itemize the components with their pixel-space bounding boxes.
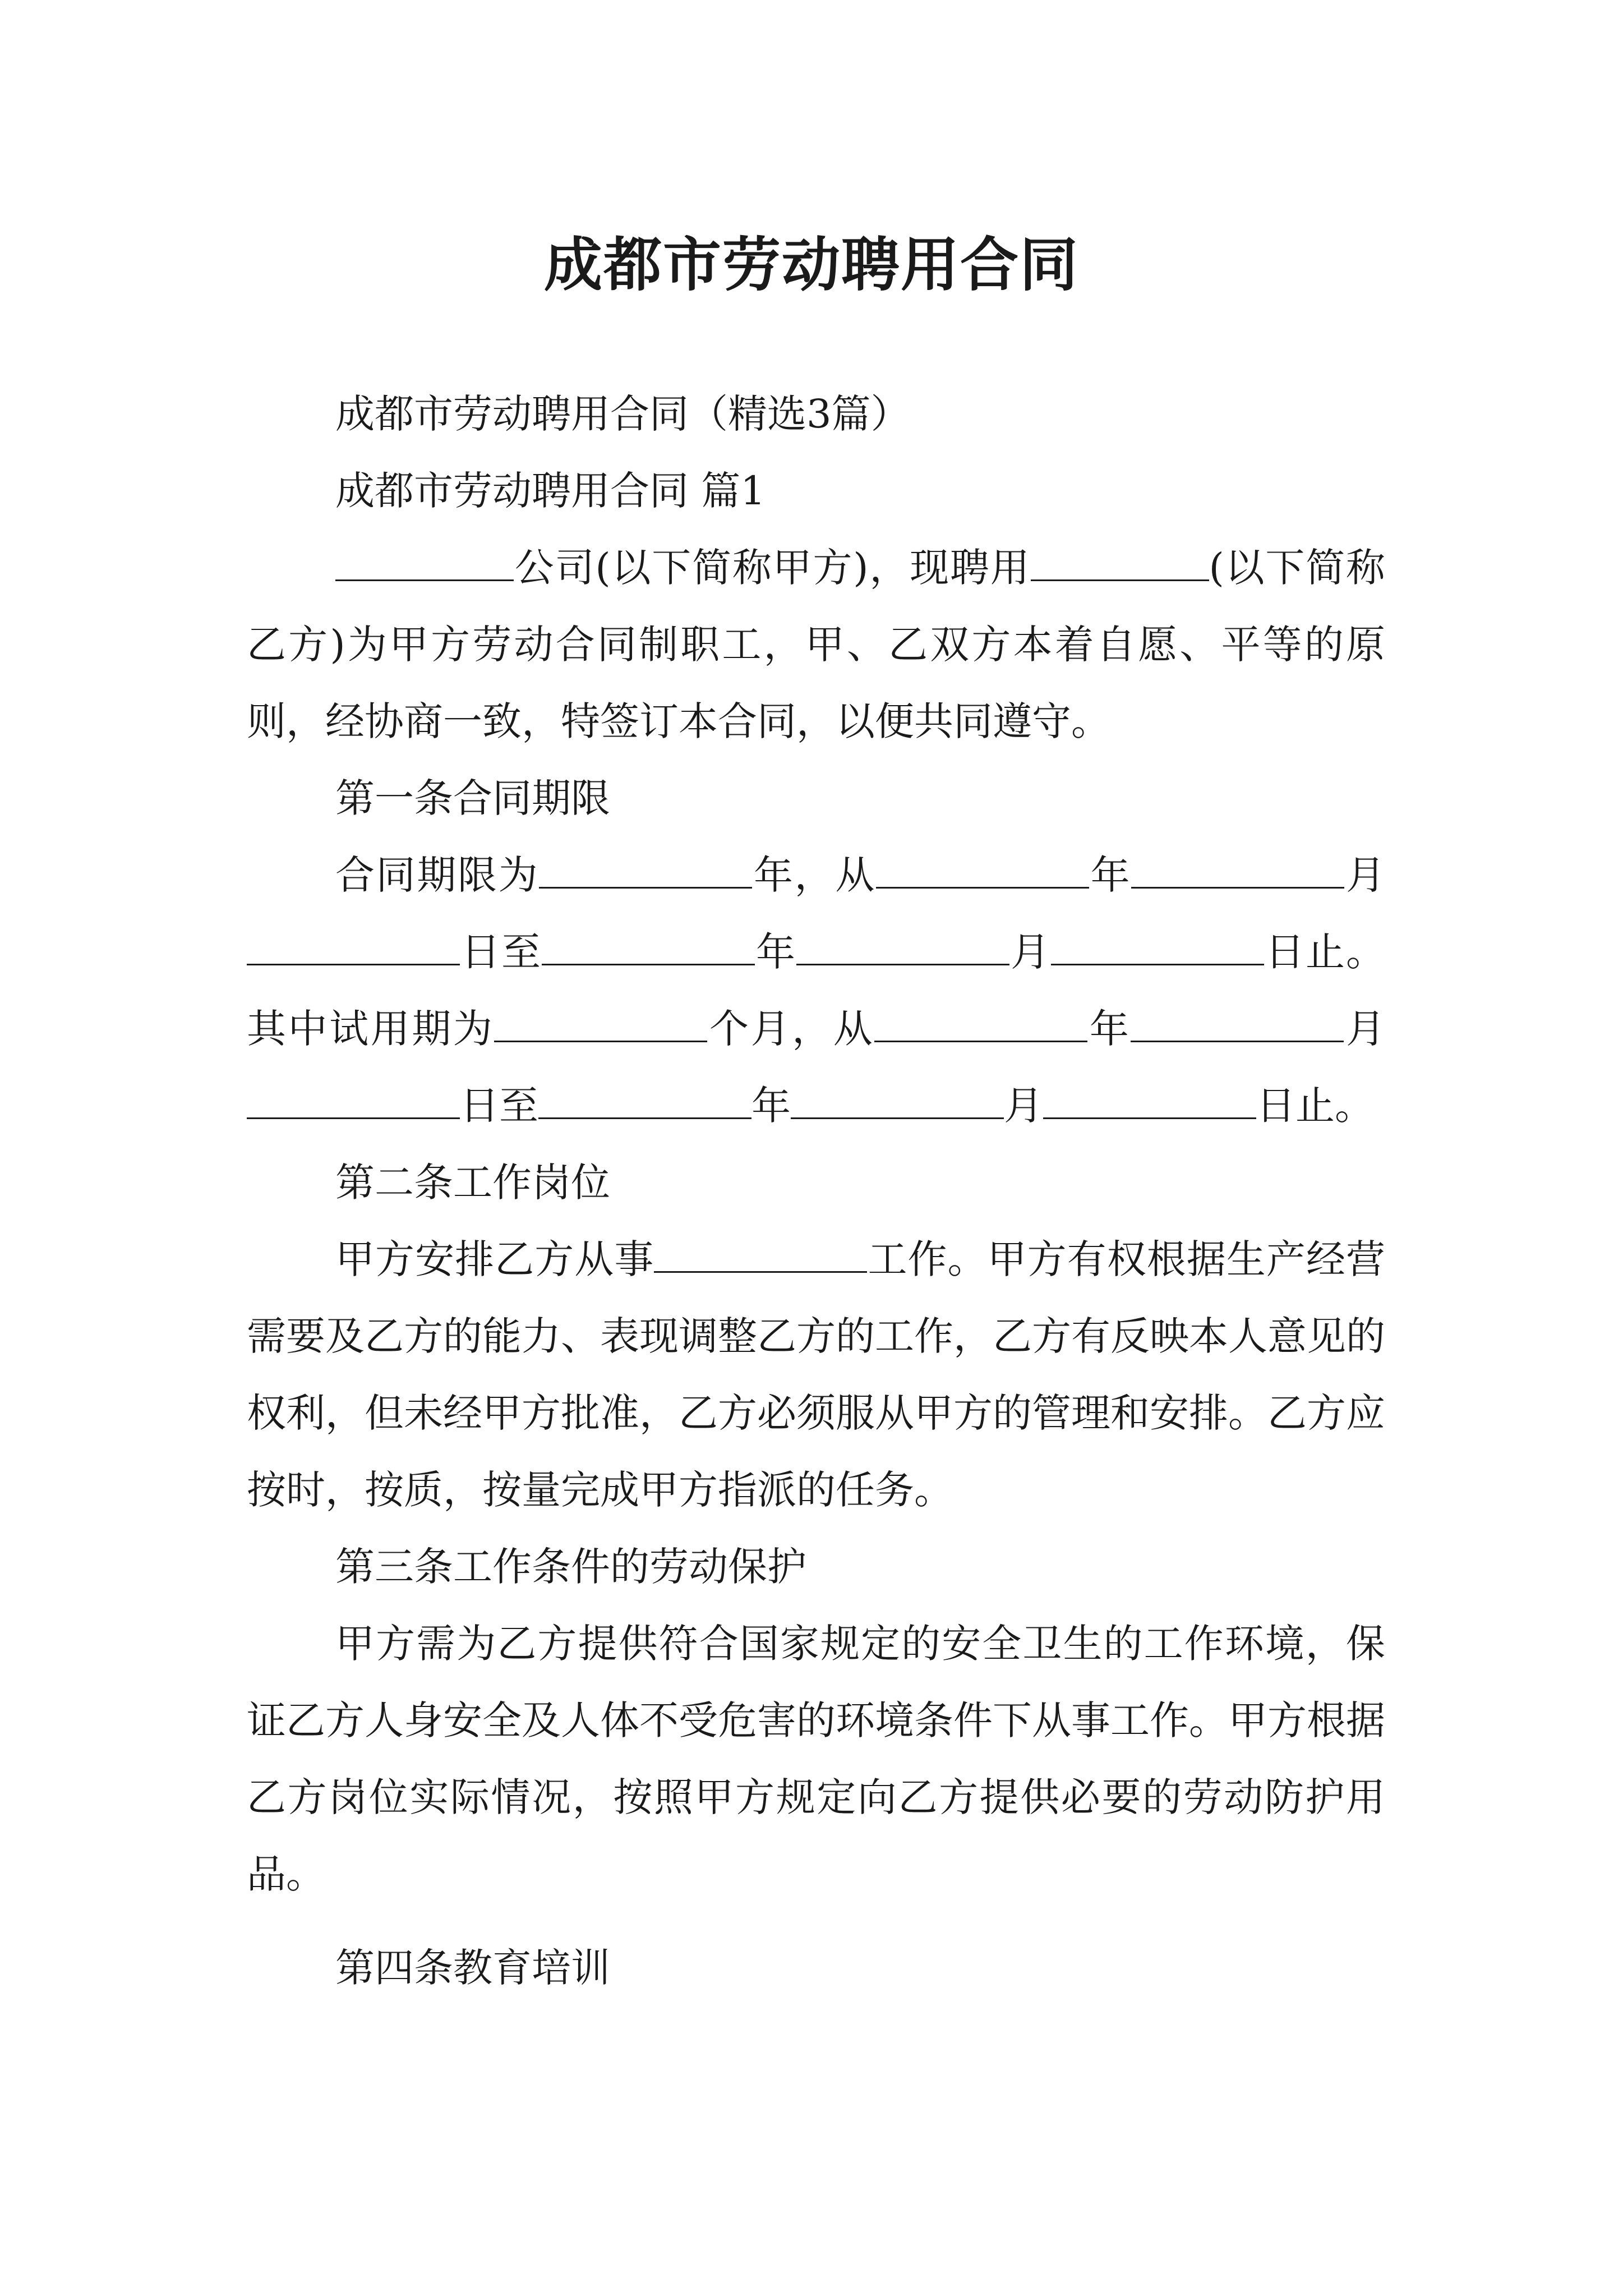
article-1-heading: 第一条合同期限 [335, 775, 610, 821]
blank-line [1131, 1008, 1344, 1042]
blank-line [1051, 931, 1264, 965]
blank-line [791, 1085, 1004, 1119]
document-title: 成都市劳动聘用合同 [543, 229, 1079, 299]
blank-line [542, 931, 755, 965]
blank-line [247, 931, 460, 965]
article-3-paragraph: 甲方需为乙方提供符合国家规定的安全卫生的工作环境，保证乙方人身安全及人体不受危害的环境条件下从事工作。甲方根据乙方岗位实际情况，按照甲方规定向乙方提供必要的劳动防护用品。 [247, 1621, 1385, 1897]
document-body [247, 376, 1385, 2007]
blank-line [876, 854, 1089, 889]
article-4-heading: 第四条教育培训 [335, 1945, 610, 1991]
blank-line [538, 1085, 751, 1119]
blank-line [335, 547, 514, 581]
blank-line [796, 931, 1009, 965]
article-1-paragraph: 合同期限为 年，从 年 月日至 年 月 日止。其中试用期为 个月，从 年 月日至 年 月 日止。 [247, 852, 1386, 1129]
document-subtitle: 成都市劳动聘用合同（精选3篇） [335, 391, 910, 437]
intro-paragraph: 公司(以下简称甲方)，现聘用 (以下简称乙方)为甲方劳动合同制职工，甲、乙双方本着自愿、平等的原则，经协商一致，特签订本合同，以便共同遵守。 [247, 545, 1385, 744]
article-3-heading: 第三条工作条件的劳动保护 [335, 1544, 806, 1590]
blank-line [874, 1008, 1087, 1042]
blank-line [247, 1085, 460, 1119]
blank-line [1031, 547, 1209, 581]
blank-line [539, 854, 752, 889]
part-heading: 成都市劳动聘用合同 篇1 [335, 468, 766, 514]
blank-line [494, 1008, 707, 1042]
blank-line [1131, 854, 1344, 889]
article-2-paragraph: 甲方安排乙方从事 工作。甲方有权根据生产经营需要及乙方的能力、表现调整乙方的工作，乙方有反映本人意见的权利，但未经甲方批准，乙方必须服从甲方的管理和安排。乙方应按时，按质，按量完成甲方指派的任务。 [247, 1236, 1386, 1513]
blank-line [1043, 1085, 1256, 1119]
article-2-heading: 第二条工作岗位 [335, 1159, 610, 1205]
blank-line [654, 1239, 867, 1273]
